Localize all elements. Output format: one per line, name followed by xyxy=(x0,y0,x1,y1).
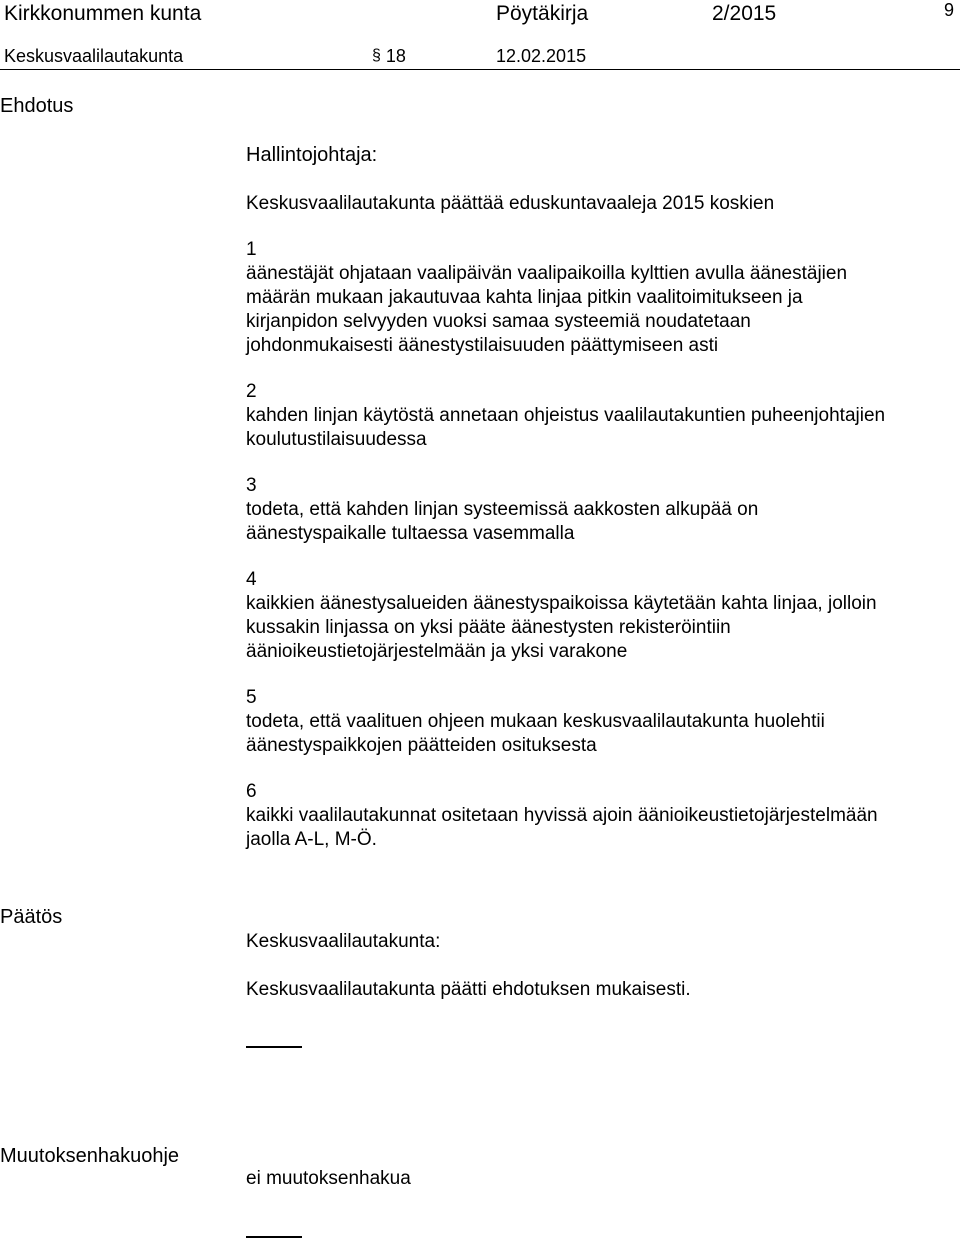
item-line: kirjanpidon selvyyden vuoksi samaa systeemiä noudatetaan xyxy=(246,311,751,332)
item-line: johdonmukaisesti äänestystilaisuuden päättymiseen asti xyxy=(246,335,719,356)
appeal-end-rule xyxy=(246,1236,302,1238)
proposal-heading: Ehdotus xyxy=(0,95,74,117)
municipality-name: Kirkkonummen kunta xyxy=(4,2,202,25)
proposal-item xyxy=(246,474,956,546)
appeal-heading: Muutoksenhakuohje xyxy=(0,1145,180,1167)
item-number: 2 xyxy=(246,381,257,402)
item-line: kahden linjan käytöstä annetaan ohjeistus vaalilautakuntien puheenjohtajien xyxy=(246,405,886,426)
proposal-intro: Keskusvaalilautakunta päättää eduskuntavaaleja 2015 koskien xyxy=(246,193,775,214)
section-number: 18 xyxy=(385,46,406,66)
decision-body-label: Keskusvaalilautakunta: xyxy=(246,931,441,952)
decision-end-rule xyxy=(246,1046,302,1048)
item-number: 4 xyxy=(246,569,257,590)
proposal-item xyxy=(246,568,956,664)
item-number: 5 xyxy=(246,687,257,708)
header-divider xyxy=(0,69,960,70)
item-number: 6 xyxy=(246,781,257,802)
page-number: 9 xyxy=(944,0,955,20)
presenter-label: Hallintojohtaja: xyxy=(246,144,378,166)
proposal-body xyxy=(246,143,956,852)
decision-text: Keskusvaalilautakunta päätti ehdotuksen mukaisesti. xyxy=(246,979,691,1000)
proposal-item xyxy=(246,380,956,452)
item-number: 1 xyxy=(246,239,257,260)
proposal-item xyxy=(246,686,956,758)
appeal-text: ei muutoksenhakua xyxy=(246,1168,411,1189)
document-type: Pöytäkirja xyxy=(496,2,589,25)
meeting-date: 12.02.2015 xyxy=(496,46,587,66)
item-line: äänioikeustietojärjestelmään ja yksi varakone xyxy=(246,641,628,662)
section-marker xyxy=(372,46,406,67)
document-number: 2/2015 xyxy=(712,2,777,25)
item-line: kussakin linjassa on yksi pääte äänestysten rekisteröintiin xyxy=(246,617,731,638)
proposal-item xyxy=(246,238,956,358)
committee-name: Keskusvaalilautakunta xyxy=(4,46,184,66)
section-sign-icon: § xyxy=(372,47,381,64)
item-line: koulutustilaisuudessa xyxy=(246,429,427,450)
item-number: 3 xyxy=(246,475,257,496)
item-line: äänestyspaikkojen päätteiden osituksesta xyxy=(246,735,597,756)
item-line: äänestyspaikalle tultaessa vasemmalla xyxy=(246,523,575,544)
item-line: kaikkien äänestysalueiden äänestyspaikoissa käytetään kahta linjaa, jolloin xyxy=(246,593,877,614)
item-line: todeta, että kahden linjan systeemissä aakkosten alkupää on xyxy=(246,499,759,520)
item-line: todeta, että vaalituen ohjeen mukaan keskusvaalilautakunta huolehtii xyxy=(246,711,825,732)
item-line: määrän mukaan jakautuvaa kahta linjaa pitkin vaalitoimitukseen ja xyxy=(246,287,803,308)
item-line: äänestäjät ohjataan vaalipäivän vaalipaikoilla kylttien avulla äänestäjien xyxy=(246,263,848,284)
item-line: jaolla A-L, M-Ö. xyxy=(246,829,377,850)
proposal-item xyxy=(246,780,956,852)
item-line: kaikki vaalilautakunnat ositetaan hyvissä ajoin äänioikeustietojärjestelmään xyxy=(246,805,878,826)
decision-heading: Päätös xyxy=(0,906,63,928)
